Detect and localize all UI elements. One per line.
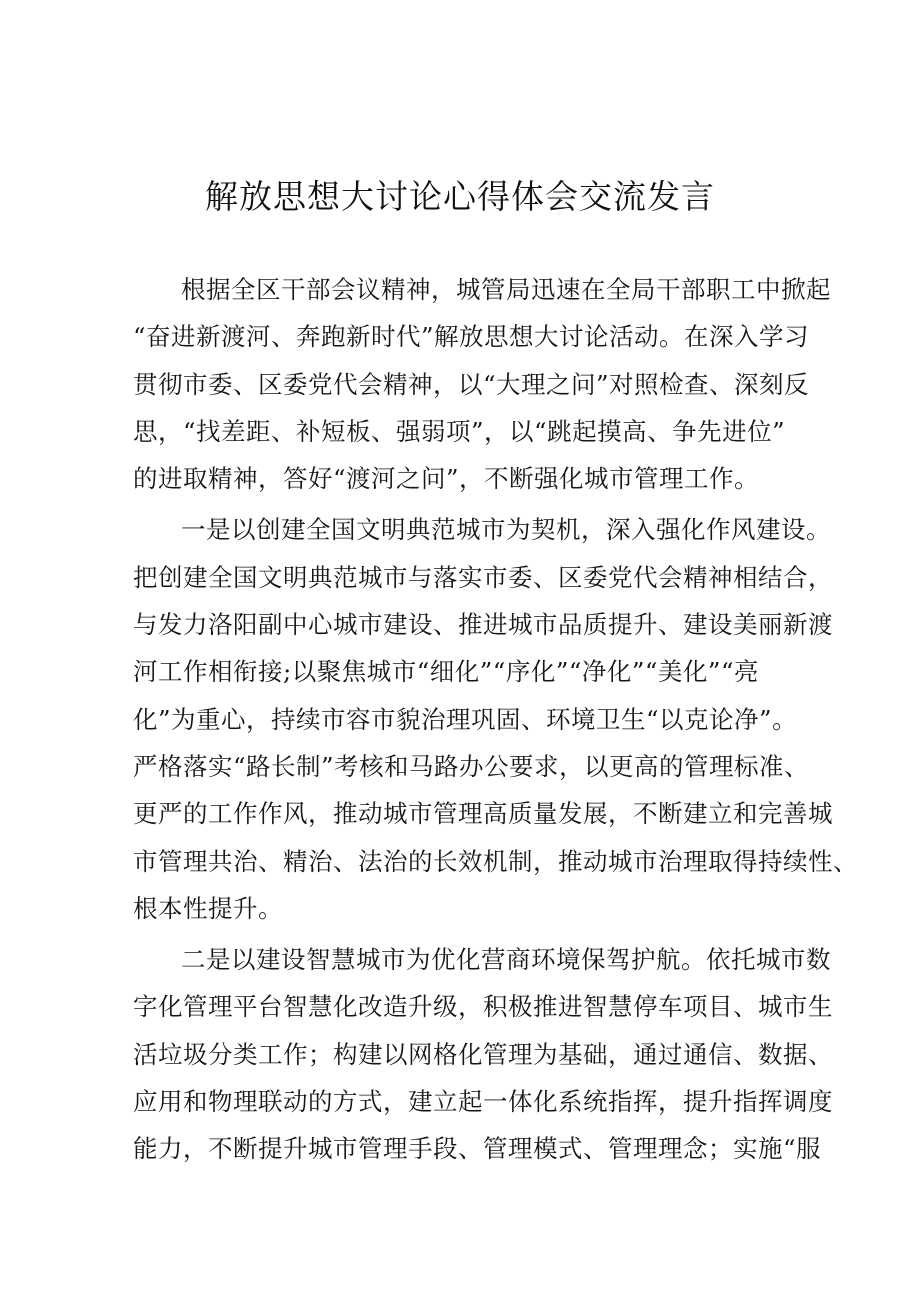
document-title: 解放思想大讨论心得体会交流发言 bbox=[205, 177, 715, 216]
paragraph-line: 应用和物理联动的方式，建立起一体化系统指挥，提升指挥调度 bbox=[133, 1087, 833, 1117]
paragraph-line: “奋进新渡河、奔跑新时代”解放思想大讨论活动。在深入学习 bbox=[133, 322, 810, 352]
paragraph-line: 的进取精神，答好“渡河之问”，不断强化城市管理工作。 bbox=[133, 464, 760, 494]
paragraph-line: 贯彻市委、区委党代会精神，以“大理之问”对照检查、深刻反 bbox=[133, 369, 810, 399]
paragraph-line: 严格落实“路长制”考核和马路办公要求，以更高的管理标准、 bbox=[133, 751, 810, 781]
document-body bbox=[133, 266, 858, 1173]
paragraph-line: 根据全区干部会议精神，城管局迅速在全局干部职工中掀起 bbox=[181, 275, 831, 304]
paragraph-line: 化”为重心，持续市容市貌治理巩固、环境卫生“以克论净”。 bbox=[133, 704, 798, 734]
paragraph-line: 市管理共治、精治、法治的长效机制，推动城市治理取得持续性、 bbox=[133, 846, 858, 876]
paragraph-line: 活垃圾分类工作；构建以网格化管理为基础，通过通信、数据、 bbox=[133, 1039, 833, 1069]
paragraph-line: 根本性提升。 bbox=[133, 893, 283, 923]
paragraph-line: 更严的工作作风，推动城市管理高质量发展，不断建立和完善城 bbox=[133, 799, 833, 829]
paragraph-line: 一是以创建全国文明典范城市为契机，深入强化作风建设。 bbox=[181, 515, 831, 545]
paragraph-line: 能力，不断提升城市管理手段、管理模式、管理理念；实施“服 bbox=[133, 1134, 822, 1164]
paragraph-line: 二是以建设智慧城市为优化营商环境保驾护航。依托城市数 bbox=[181, 945, 831, 975]
paragraph-line: 字化管理平台智慧化改造升级，积极推进智慧停车项目、城市生 bbox=[133, 992, 833, 1022]
paragraph-line: 思，“找差距、补短板、强弱项”，以“跳起摸高、争先进位” bbox=[133, 416, 786, 446]
paragraph-line: 河工作相衔接;以聚焦城市“细化”“序化”“净化”“美化”“亮 bbox=[133, 657, 759, 687]
paragraph-line: 把创建全国文明典范城市与落实市委、区委党代会精神相结合， bbox=[133, 562, 833, 592]
paragraph-line: 与发力洛阳副中心城市建设、推进城市品质提升、建设美丽新渡 bbox=[133, 610, 833, 640]
